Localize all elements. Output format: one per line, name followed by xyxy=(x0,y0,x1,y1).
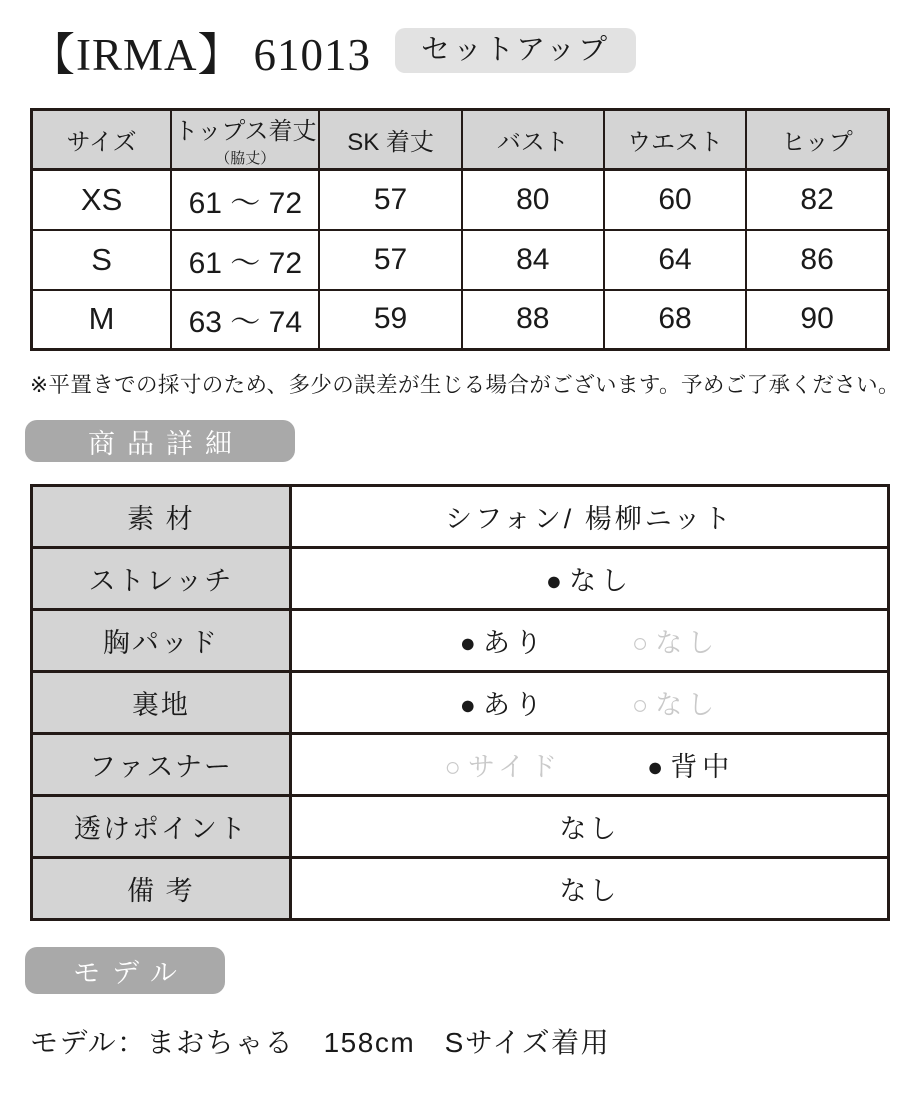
size-value: 57 xyxy=(319,170,461,230)
column-header-bust: バスト xyxy=(462,110,604,170)
model-info: モデル：まおちゃる 158cm Sサイズ着用 xyxy=(30,1027,611,1058)
size-value: 60 xyxy=(604,170,746,230)
filled-circle-icon: ● xyxy=(646,752,669,782)
size-table-header-row xyxy=(32,110,889,170)
size-value: 86 xyxy=(746,230,888,290)
detail-label: ファスナー xyxy=(32,734,291,796)
detail-row-sheer-point xyxy=(32,796,889,858)
size-value: 90 xyxy=(746,290,888,350)
size-value: 64 xyxy=(604,230,746,290)
size-label: M xyxy=(32,290,172,350)
filled-circle-icon: ● xyxy=(459,628,481,658)
detail-label: ストレッチ xyxy=(32,548,291,610)
section-heading-product-details: 商品詳細 xyxy=(25,420,295,462)
detail-row-remarks xyxy=(32,858,889,920)
size-value: 57 xyxy=(319,230,461,290)
column-header-skirt-length: SK 着丈 xyxy=(319,110,461,170)
product-details-table xyxy=(30,484,890,921)
detail-value: なし xyxy=(290,796,888,858)
size-value: 61 ～ 72 xyxy=(171,230,319,290)
option-selected: ●あり xyxy=(459,690,547,720)
option-unselected: ○サイド xyxy=(444,752,562,782)
detail-value xyxy=(290,734,888,796)
section-heading-model: モデル xyxy=(25,947,225,994)
column-header-tops-length: トップス着丈 （脇丈） xyxy=(171,110,319,170)
size-value: 68 xyxy=(604,290,746,350)
size-value: 82 xyxy=(746,170,888,230)
brand-name: 【IRMA】 xyxy=(30,29,244,80)
detail-row-fastener xyxy=(32,734,889,796)
detail-row-lining xyxy=(32,672,889,734)
product-code: 61013 xyxy=(253,29,372,80)
size-row-s xyxy=(32,230,889,290)
empty-circle-icon: ○ xyxy=(444,752,466,782)
option-unselected: ○なし xyxy=(631,690,720,720)
size-value: 59 xyxy=(319,290,461,350)
detail-row-chest-pad xyxy=(32,610,889,672)
size-value: 88 xyxy=(462,290,604,350)
size-row-m xyxy=(32,290,889,350)
option-unselected: ○なし xyxy=(631,628,720,658)
option-selected: ●あり xyxy=(459,628,547,658)
detail-value xyxy=(290,672,888,734)
option-selected: ●背中 xyxy=(646,752,735,782)
size-value: 80 xyxy=(462,170,604,230)
column-header-hip: ヒップ xyxy=(746,110,888,170)
measurement-note: ※平置きでの採寸のため、多少の誤差が生じる場合がございます。予めご了承ください。 xyxy=(30,373,900,397)
detail-value: シフォン/ 楊柳ニット xyxy=(290,486,888,548)
detail-value xyxy=(290,610,888,672)
empty-circle-icon: ○ xyxy=(631,690,654,720)
empty-circle-icon: ○ xyxy=(631,628,654,658)
detail-value xyxy=(290,548,888,610)
detail-label: 胸パッド xyxy=(32,610,291,672)
size-table xyxy=(30,108,890,351)
category-badge: セットアップ xyxy=(395,28,636,73)
column-header-size: サイズ xyxy=(32,110,172,170)
detail-row-material xyxy=(32,486,889,548)
filled-circle-icon: ● xyxy=(545,566,568,596)
title-row xyxy=(30,22,890,78)
option-selected: ●なし xyxy=(545,566,634,596)
column-header-waist: ウエスト xyxy=(604,110,746,170)
page-title xyxy=(30,18,371,83)
detail-label: 透けポイント xyxy=(32,796,291,858)
filled-circle-icon: ● xyxy=(459,690,481,720)
detail-row-stretch xyxy=(32,548,889,610)
size-value: 61 ～ 72 xyxy=(171,170,319,230)
detail-label: 裏地 xyxy=(32,672,291,734)
detail-label: 備 考 xyxy=(32,858,291,920)
detail-label: 素 材 xyxy=(32,486,291,548)
size-value: 63 ～ 74 xyxy=(171,290,319,350)
size-value: 84 xyxy=(462,230,604,290)
column-header-subnote: （脇丈） xyxy=(215,150,276,167)
size-label: XS xyxy=(32,170,172,230)
detail-value: なし xyxy=(290,858,888,920)
size-label: S xyxy=(32,230,172,290)
size-row-xs xyxy=(32,170,889,230)
